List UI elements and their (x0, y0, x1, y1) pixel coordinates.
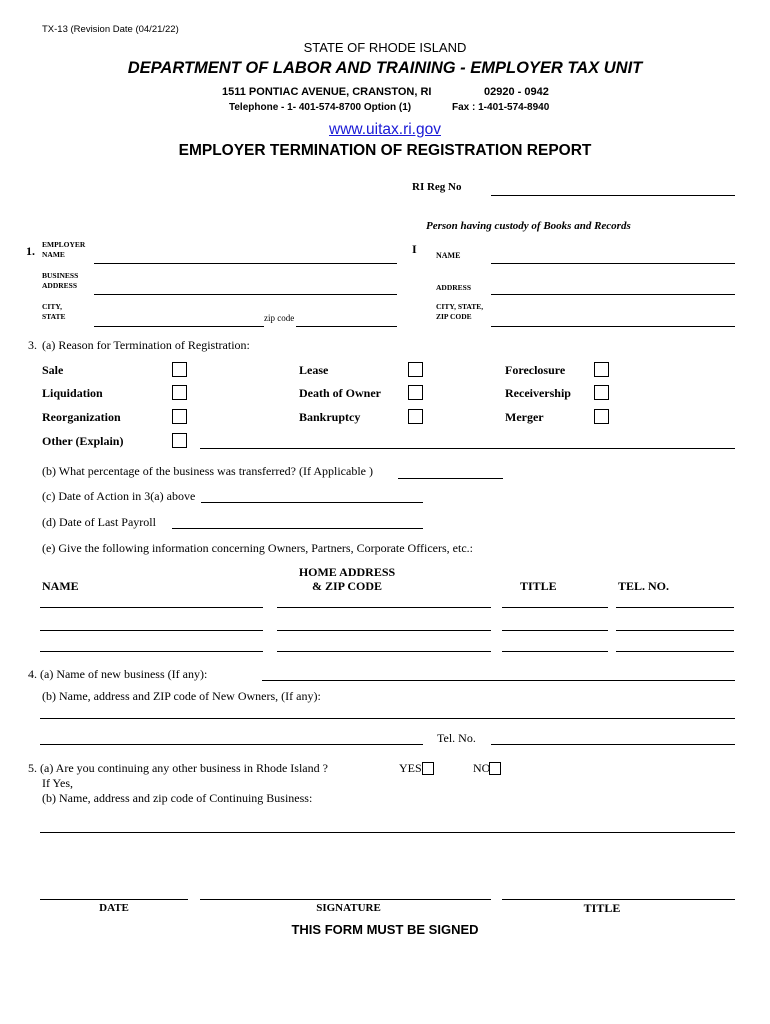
owner-3-title-field[interactable] (502, 651, 608, 652)
custody-heading: Person having custody of Books and Records (426, 220, 631, 232)
reason-lease-checkbox[interactable] (408, 362, 423, 377)
employer-name-label: EMPLOYER NAME (42, 240, 86, 259)
col-tel-header: TEL. NO. (618, 579, 670, 593)
reason-other-explain-field[interactable] (200, 448, 735, 449)
business-address-label: BUSINESS ADDRESS (42, 271, 79, 290)
telephone-line: Telephone - 1- 401-574-8700 Option (1) (229, 102, 412, 113)
reason-other-checkbox[interactable] (172, 433, 187, 448)
col-title-header: TITLE (520, 579, 557, 593)
reg-no-label: RI Reg No (412, 181, 462, 193)
no-label: NO (473, 761, 491, 775)
custody-name-field[interactable] (491, 263, 735, 264)
custody-address-field[interactable] (491, 294, 735, 295)
new-owners-tel-field[interactable] (491, 744, 735, 745)
last-payroll-field[interactable] (172, 528, 423, 529)
continuing-business-details-label: (b) Name, address and zip code of Continuing Business: (42, 791, 313, 805)
date-field[interactable] (40, 899, 188, 900)
form-title: EMPLOYER TERMINATION OF REGISTRATION REPORT (178, 142, 592, 159)
owner-3-tel-field[interactable] (616, 651, 734, 652)
signature-field[interactable] (200, 899, 491, 900)
custody-city-label: CITY, STATE, ZIP CODE (436, 302, 484, 321)
zip-code-label: zip code (264, 313, 295, 323)
form-id: TX-13 (Revision Date (04/21/22) (42, 24, 179, 35)
reason-liquidation-label: Liquidation (42, 386, 103, 400)
continuing-business-label: 5. (a) Are you continuing any other business in Rhode Island ? (28, 761, 328, 775)
owner-1-name-field[interactable] (40, 607, 263, 608)
new-owners-label: (b) Name, address and ZIP code of New Owners, (If any): (42, 689, 321, 703)
section-3-number: 3. (28, 338, 37, 352)
custody-name-label: NAME (436, 251, 461, 260)
last-payroll-label: (d) Date of Last Payroll (42, 515, 156, 529)
custody-city-field[interactable] (491, 326, 735, 327)
owner-1-title-field[interactable] (502, 607, 608, 608)
owner-2-title-field[interactable] (502, 630, 608, 631)
reason-foreclosure-label: Foreclosure (505, 363, 566, 377)
reason-death-label: Death of Owner (299, 386, 381, 400)
percentage-field[interactable] (398, 478, 503, 479)
reason-bankruptcy-checkbox[interactable] (408, 409, 423, 424)
department-title: DEPARTMENT OF LABOR AND TRAINING - EMPLOYER TAX UNIT (127, 59, 643, 77)
fax-line: Fax : 1-401-574-8940 (452, 102, 550, 113)
date-of-action-field[interactable] (201, 502, 423, 503)
reason-merger-checkbox[interactable] (594, 409, 609, 424)
continuing-business-field[interactable] (40, 832, 735, 833)
reason-other-label: Other (Explain) (42, 434, 124, 448)
title-field[interactable] (502, 899, 735, 900)
date-label: DATE (99, 902, 129, 914)
yes-label: YES (399, 761, 422, 775)
new-owners-field-2[interactable] (40, 744, 423, 745)
signature-label: SIGNATURE (316, 902, 381, 914)
reason-foreclosure-checkbox[interactable] (594, 362, 609, 377)
website-link[interactable]: www.uitax.ri.gov (329, 121, 441, 138)
reason-label: (a) Reason for Termination of Registration: (42, 338, 250, 352)
title-label: TITLE (583, 901, 621, 915)
if-yes-label: If Yes, (42, 776, 74, 790)
reason-sale-label: Sale (42, 363, 64, 377)
reg-no-field[interactable] (491, 195, 735, 196)
new-business-field[interactable] (262, 680, 735, 681)
owner-3-name-field[interactable] (40, 651, 263, 652)
reason-lease-label: Lease (299, 363, 329, 377)
owner-1-address-field[interactable] (277, 607, 491, 608)
owner-2-tel-field[interactable] (616, 630, 734, 631)
new-owners-tel-label: Tel. No. (437, 731, 476, 745)
no-checkbox[interactable] (489, 762, 501, 775)
address-line: 1511 PONTIAC AVENUE, CRANSTON, RI (222, 86, 432, 98)
reason-bankruptcy-label: Bankruptcy (299, 410, 361, 424)
date-of-action-label: (c) Date of Action in 3(a) above (42, 489, 196, 503)
yes-checkbox[interactable] (422, 762, 434, 775)
reason-reorganization-checkbox[interactable] (172, 409, 187, 424)
zip-code-field[interactable] (296, 326, 397, 327)
percentage-label: (b) What percentage of the business was transferred? (If Applicable ) (42, 464, 373, 478)
col-home-address-header: HOME ADDRESS & ZIP CODE (298, 565, 396, 593)
reason-reorganization-label: Reorganization (42, 410, 121, 424)
owner-2-name-field[interactable] (40, 630, 263, 631)
owner-2-address-field[interactable] (277, 630, 491, 631)
reason-sale-checkbox[interactable] (172, 362, 187, 377)
custody-marker: I (412, 242, 417, 256)
employer-name-field[interactable] (94, 263, 397, 264)
new-business-label: 4. (a) Name of new business (If any): (28, 667, 208, 681)
business-address-field[interactable] (94, 294, 397, 295)
reason-merger-label: Merger (505, 410, 544, 424)
owner-3-address-field[interactable] (277, 651, 491, 652)
owner-1-tel-field[interactable] (616, 607, 734, 608)
reason-receivership-checkbox[interactable] (594, 385, 609, 400)
must-sign-notice: THIS FORM MUST BE SIGNED (291, 922, 479, 937)
city-state-field[interactable] (94, 326, 264, 327)
reason-liquidation-checkbox[interactable] (172, 385, 187, 400)
col-name-header: NAME (42, 579, 79, 593)
owners-info-label: (e) Give the following information concerning Owners, Partners, Corporate Officers, etc.: (42, 541, 473, 555)
state-title: STATE OF RHODE ISLAND (303, 40, 467, 55)
reason-receivership-label: Receivership (505, 386, 571, 400)
custody-address-label: ADDRESS (436, 283, 472, 292)
city-state-label: CITY, STATE (42, 302, 66, 321)
section-1-number: 1. (26, 244, 35, 258)
zip-line: 02920 - 0942 (484, 86, 549, 98)
new-owners-field-1[interactable] (40, 718, 735, 719)
reason-death-checkbox[interactable] (408, 385, 423, 400)
